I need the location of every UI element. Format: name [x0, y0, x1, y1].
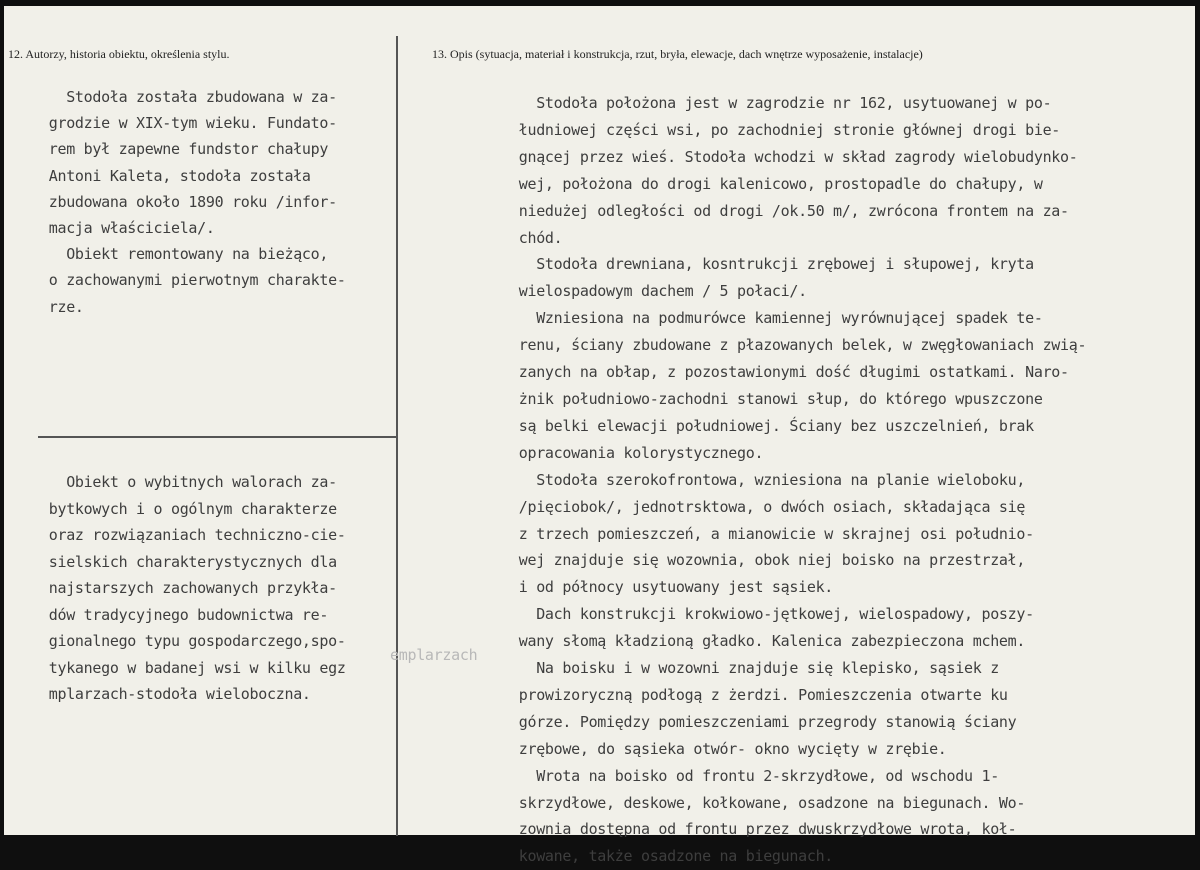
description-text: Stodoła położona jest w zagrodzie nr 162, usytuowanej w po- łudniowej części wsi, po zachodniej stronie głównej drogi bie- gnącej przez wieś. Stodoła wchodzi w skład zagrody wielobudynko- wej, położona do drogi kalenicowo, prostopadle do chałupy, w niedużej odległości od drogi /ok.50 m/, zwrócona frontem na za- chód. Stodoła drewniana, kosntrukcji zrębowej i słupowej, kryta wielospadowym dachem / 5 połaci/. Wzniesiona na podmurówce kamiennej wyrównującej spadek te- renu, ściany zbudowane z płazowanych belek, w zwęgłowaniach zwią- zanych na obłap, z pozostawionymi dość długimi ostatkami. Naro- żnik południowo-zachodni stanowi słup, do którego wpuszczone są belki elewacji południowej. Ściany bez uszczelnień, brak opracowania kolorystycznego. Stodoła szerokofrontowa, wzniesiona na planie wieloboku, /pięciobok/, jednotrsktowa, o dwóch osiach, składająca się z trzech pomieszczeń, a mianowicie w skrajnej osi południo- wej znajduje się wozownia, obok niej boisko na przestrzał, i od północy usytuowany jest sąsiek. Dach konstrukcji krokwiowo-jętkowej, wielospadowy, poszy- wany słomą kładzioną gładko. Kalenica zabezpieczona mchem. Na boisku i w wozowni znajduje się klepisko, sąsiek z prowizoryczną podłogą z żerdzi. Pomieszczenia otwarte ku górze. Pomiędzy pomieszczeniami przegrody stanowią ściany zrębowe, do sąsieka otwór- okno wycięty w zrębie. Wrota na boisko od frontu 2-skrzydłowe, od wschodu 1- skrzydłowe, deskowe, kołkowane, osadzone na biegunach. Wo- zownia dostępna od frontu przez dwuskrzydłowe wrota, koł- kowane, także osadzone na biegunach. [518, 94, 1087, 866]
bleed-through-text: emplarzach [390, 646, 478, 664]
column-divider [396, 36, 398, 836]
assessment-text: Obiekt o wybitnych walorach za- bytkowych i o ogólnym charakterze oraz rozwiązaniach techniczno-cie- sielskich charakterystycznych dla najstarszych zachowanych przykła- dów tradycyjnego budownictwa re- gionalnego typu gospodarczego,spo- tykanego w badanej wsi w kilku egz mplarzach-stodoła wieloboczna. [48, 473, 346, 703]
section-12-header: 12. Autorzy, historia obiektu, określenia stylu. [8, 47, 230, 61]
section-13-header: 13. Opis (sytuacja, materiał i konstrukcja, rzut, bryła, elewacje, dach wnętrze wyposażenie, instalacje) [432, 47, 923, 61]
section-12-divider [38, 436, 396, 438]
form-sheet [4, 6, 1195, 866]
history-text: Stodoła została zbudowana w za- grodzie w XIX-tym wieku. Fundato- rem był zapewne fundstor chałupy Antoni Kaleta, stodoła została zbudowana około 1890 roku /infor- macja właściciela/. Obiekt remontowany na bieżąco, o zachowanymi pierwotnym charakte- rze. [48, 88, 346, 316]
